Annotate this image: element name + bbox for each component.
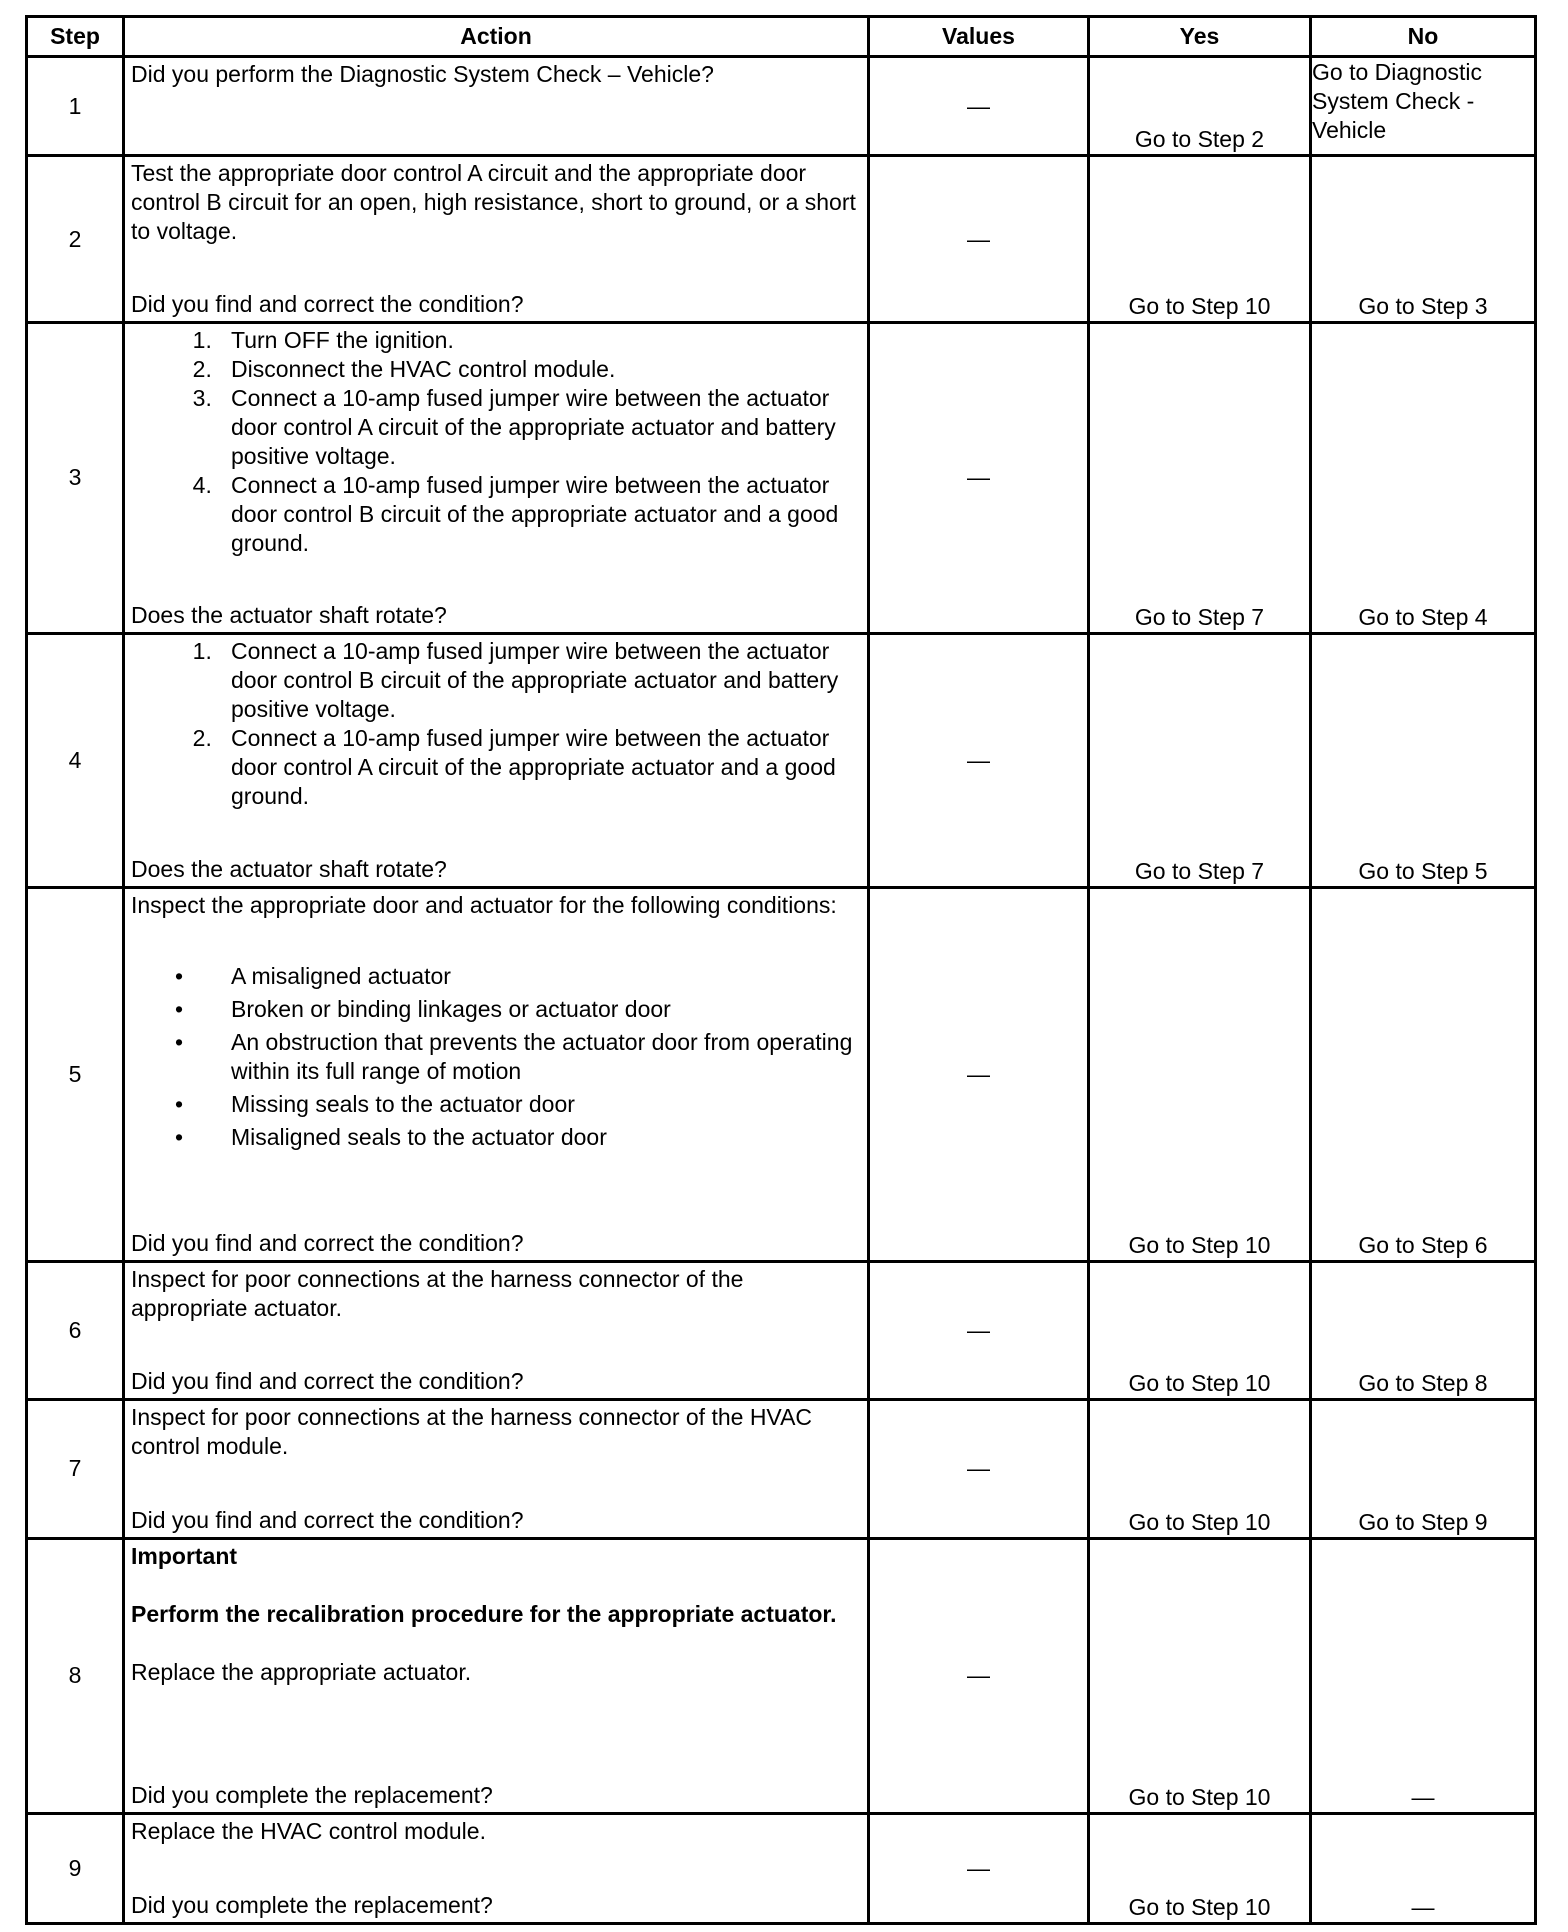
- important-text: Perform the recalibration procedure for the appropriate actuator.: [131, 1600, 837, 1627]
- action-question: Did you find and correct the condition?: [131, 291, 524, 318]
- action-cell: [124, 1262, 869, 1400]
- action-cell: [124, 156, 869, 323]
- action-cell: [124, 1538, 869, 1813]
- values-cell: —: [869, 57, 1089, 156]
- yes-cell: Go to Step 10: [1089, 1813, 1311, 1923]
- action-question: Did you perform the Diagnostic System Check – Vehicle?: [131, 61, 714, 87]
- step-number: 9: [27, 1813, 124, 1923]
- action-question: Did you complete the replacement?: [131, 1781, 493, 1808]
- values-cell: —: [869, 1400, 1089, 1538]
- action-cell: [124, 323, 869, 633]
- action-cell: [124, 1400, 869, 1538]
- important-heading: Important: [131, 1542, 238, 1569]
- yes-cell: Go to Step 10: [1089, 156, 1311, 323]
- action-question: Does the actuator shaft rotate?: [131, 601, 447, 628]
- action-text: Replace the HVAC control module.: [131, 1817, 486, 1844]
- no-cell: —: [1311, 1813, 1536, 1923]
- bullet-icon: •: [175, 962, 184, 989]
- bullet-icon: •: [175, 1123, 184, 1150]
- values-cell: —: [869, 1813, 1089, 1923]
- list-item: 3. Connect a 10-amp fused jumper wire between the actuator door control A circuit of the appropriate actuator and battery positive voltage.: [231, 384, 861, 471]
- no-cell: Go to Step 4: [1311, 323, 1536, 633]
- step-number: 1: [27, 57, 124, 156]
- step-number: 7: [27, 1400, 124, 1538]
- header-no: No: [1311, 17, 1536, 57]
- list-item: 4. Connect a 10-amp fused jumper wire between the actuator door control B circuit of the appropriate actuator and a good ground.: [231, 471, 861, 558]
- header-action: Action: [124, 17, 869, 57]
- yes-cell: Go to Step 7: [1089, 633, 1311, 887]
- step-number: 5: [27, 887, 124, 1261]
- action-question: Did you find and correct the condition?: [131, 1230, 524, 1257]
- action-cell: [124, 57, 869, 156]
- list-item: 2. Disconnect the HVAC control module.: [231, 355, 861, 384]
- values-cell: —: [869, 323, 1089, 633]
- table-row: [27, 887, 1536, 1261]
- list-item: • An obstruction that prevents the actuator door from operating within its full range of motion: [175, 1028, 853, 1084]
- table-row: [27, 156, 1536, 323]
- action-text: Inspect for poor connections at the harness connector of the HVAC control module.: [131, 1404, 813, 1460]
- no-cell: —: [1311, 1538, 1536, 1813]
- no-cell: Go to Step 9: [1311, 1400, 1536, 1538]
- table-row: [27, 1538, 1536, 1813]
- bullet-icon: •: [175, 1028, 184, 1055]
- action-text: Replace the appropriate actuator.: [131, 1658, 472, 1685]
- yes-cell: Go to Step 2: [1089, 57, 1311, 156]
- no-cell: Go to Step 5: [1311, 633, 1536, 887]
- no-cell: Go to Step 3: [1311, 156, 1536, 323]
- header-yes: Yes: [1089, 17, 1311, 57]
- header-values: Values: [869, 17, 1089, 57]
- step-number: 4: [27, 633, 124, 887]
- action-text: Inspect the appropriate door and actuator for the following conditions:: [131, 891, 837, 918]
- table-row: [27, 633, 1536, 887]
- step-number: 3: [27, 323, 124, 633]
- list-item: 2. Connect a 10-amp fused jumper wire between the actuator door control A circuit of the appropriate actuator and a good ground.: [231, 724, 861, 811]
- yes-cell: Go to Step 7: [1089, 323, 1311, 633]
- yes-cell: Go to Step 10: [1089, 1538, 1311, 1813]
- diagnostic-table: [25, 15, 1537, 1925]
- bullet-list: [131, 962, 861, 1152]
- action-question: Does the actuator shaft rotate?: [131, 855, 447, 882]
- values-cell: —: [869, 1538, 1089, 1813]
- yes-cell: Go to Step 10: [1089, 1400, 1311, 1538]
- yes-cell: Go to Step 10: [1089, 887, 1311, 1261]
- list-item: 1. Turn OFF the ignition.: [231, 326, 861, 355]
- action-text: Inspect for poor connections at the harness connector of the appropriate actuator.: [131, 1266, 744, 1322]
- action-question: Did you find and correct the condition?: [131, 1368, 524, 1395]
- list-item: 1. Connect a 10-amp fused jumper wire between the actuator door control B circuit of the appropriate actuator and battery positive voltage.: [231, 637, 861, 724]
- action-cell: [124, 1813, 869, 1923]
- numbered-list: [131, 637, 861, 811]
- table-row: [27, 1262, 1536, 1400]
- table-row: [27, 1400, 1536, 1538]
- values-cell: —: [869, 633, 1089, 887]
- list-item: • A misaligned actuator: [175, 962, 451, 989]
- no-cell: Go to Step 8: [1311, 1262, 1536, 1400]
- step-number: 6: [27, 1262, 124, 1400]
- step-number: 8: [27, 1538, 124, 1813]
- list-item: • Missing seals to the actuator door: [175, 1090, 575, 1117]
- action-text: Test the appropriate door control A circuit and the appropriate door control B circuit for an open, high resistance, short to ground, or a short to voltage.: [131, 160, 856, 245]
- header-row: [27, 17, 1536, 57]
- step-number: 2: [27, 156, 124, 323]
- bullet-icon: •: [175, 995, 184, 1022]
- no-cell: Go to Diagnostic System Check - Vehicle: [1311, 57, 1536, 156]
- header-step: Step: [27, 17, 124, 57]
- bullet-icon: •: [175, 1090, 184, 1117]
- list-item: • Broken or binding linkages or actuator door: [175, 995, 671, 1022]
- values-cell: —: [869, 156, 1089, 323]
- table-row: [27, 323, 1536, 633]
- values-cell: —: [869, 887, 1089, 1261]
- values-cell: —: [869, 1262, 1089, 1400]
- no-cell: Go to Step 6: [1311, 887, 1536, 1261]
- action-question: Did you find and correct the condition?: [131, 1506, 524, 1533]
- numbered-list: [131, 326, 861, 558]
- table-row: [27, 1813, 1536, 1923]
- list-item: • Misaligned seals to the actuator door: [175, 1123, 607, 1150]
- table-row: [27, 57, 1536, 156]
- action-cell: [124, 633, 869, 887]
- action-cell: [124, 887, 869, 1261]
- action-question: Did you complete the replacement?: [131, 1892, 493, 1918]
- yes-cell: Go to Step 10: [1089, 1262, 1311, 1400]
